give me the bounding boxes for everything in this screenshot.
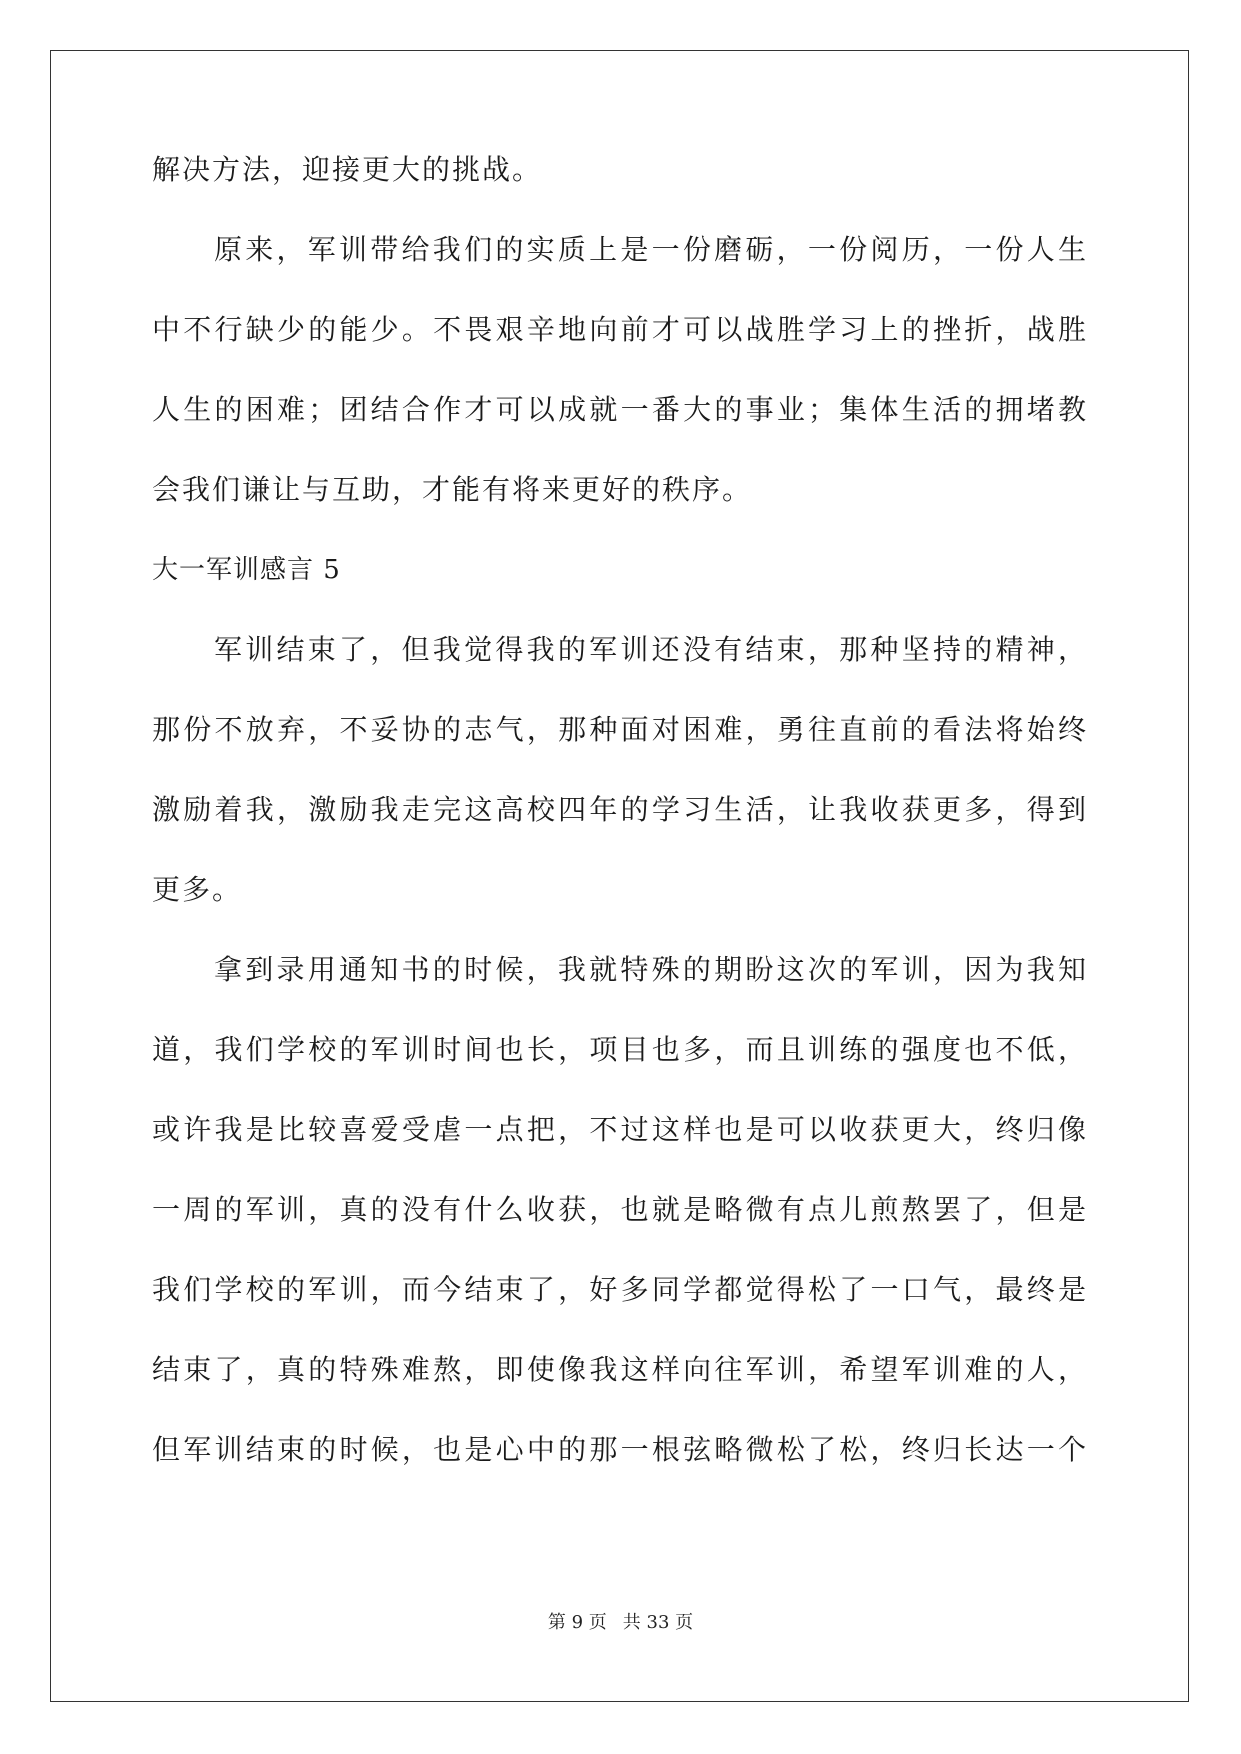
page-footer [0, 1611, 1241, 1635]
paragraph-line: 激励着我，激励我走完这高校四年的学习生活，让我收获更多，得到 [152, 793, 1088, 826]
paragraph-line: 我们学校的军训，而今结束了，好多同学都觉得松了一口气，最终是 [152, 1273, 1088, 1306]
paragraph-line: 结束了，真的特殊难熬，即使像我这样向往军训，希望军训难的人， [152, 1353, 1088, 1386]
paragraph-line: 但军训结束的时候，也是心中的那一根弦略微松了松，终归长达一个 [152, 1433, 1088, 1466]
paragraph-line: 中不行缺少的能少。不畏艰辛地向前才可以战胜学习上的挫折，战胜 [152, 313, 1088, 346]
section-heading: 大一军训感言 5 [152, 555, 341, 585]
paragraph-line: 道，我们学校的军训时间也长，项目也多，而且训练的强度也不低， [152, 1033, 1088, 1066]
paragraph-line: 更多。 [152, 873, 243, 906]
document-body [152, 150, 1088, 1510]
paragraph-line: 拿到录用通知书的时候，我就特殊的期盼这次的军训，因为我知 [214, 953, 1088, 986]
page-number: 第 9 页 [547, 1612, 607, 1633]
paragraph-line: 或许我是比较喜爱受虐一点把，不过这样也是可以收获更大，终归像 [152, 1113, 1088, 1146]
paragraph-line: 会我们谦让与互助，才能有将来更好的秩序。 [152, 473, 753, 506]
paragraph-line: 那份不放弃，不妥协的志气，那种面对困难，勇往直前的看法将始终 [152, 713, 1088, 746]
paragraph-line: 原来，军训带给我们的实质上是一份磨砺，一份阅历，一份人生 [214, 233, 1088, 266]
paragraph-line: 军训结束了，但我觉得我的军训还没有结束，那种坚持的精神， [214, 633, 1088, 666]
paragraph-line: 解决方法，迎接更大的挑战。 [152, 153, 543, 186]
paragraph-line: 一周的军训，真的没有什么收获，也就是略微有点儿煎熬罢了，但是 [152, 1193, 1088, 1226]
paragraph-line: 人生的困难；团结合作才可以成就一番大的事业；集体生活的拥堵教 [152, 393, 1088, 426]
page-total: 共 33 页 [622, 1612, 694, 1633]
